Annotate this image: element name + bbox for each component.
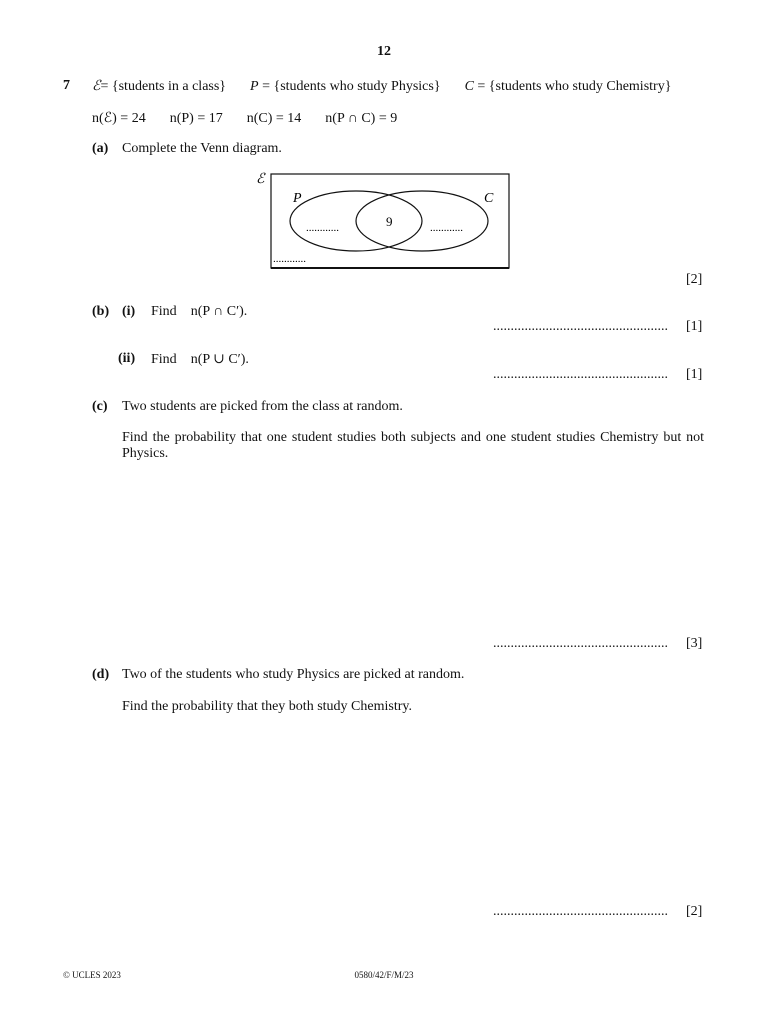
count-c: n(C) = 14 [246,111,302,126]
part-b-ii-expression: n(P ∪ C′). [190,352,249,367]
footer-paper-code: 0580/42/F/M/23 [354,970,414,980]
set-p-definition: = {students who study Physics} [258,79,441,94]
page-number: 12 [377,44,391,59]
part-d-mark: [2] [686,904,703,919]
part-b-ii-label: (ii) [118,351,136,366]
part-b-i-find: Find [151,304,177,319]
venn-diagram [250,168,515,274]
count-universal: n(ℰ) = 24 [92,111,146,126]
part-a-mark: [2] [686,272,703,287]
part-b-ii-find: Find [151,352,177,367]
part-b-ii-mark: [1] [686,367,703,382]
part-b-i-label: (i) [122,304,136,319]
intersection-value: 9 [386,214,393,229]
set-c-symbol: C [464,79,474,94]
footer-copyright: © UCLES 2023 [63,970,121,980]
count-p-and-c: n(P ∩ C) = 9 [325,111,398,126]
part-d-line2: Find the probability that they both study Chemistry. [122,699,412,714]
universal-set-definition: = {students in a class} [100,79,227,94]
part-d-answer-line[interactable]: .................................................. [493,904,668,919]
part-c-mark: [3] [686,636,703,651]
part-b-i-expression: n(P ∩ C′). [190,304,248,319]
set-counts [92,110,397,127]
outside-answer-blank[interactable]: ............ [273,253,306,265]
p-only-answer-blank[interactable]: ............ [306,222,339,234]
count-p: n(P) = 17 [169,111,223,126]
part-c-line1: Two students are picked from the class at random. [122,399,403,414]
part-a-text: Complete the Venn diagram. [122,141,282,156]
part-c-line2: Find the probability that one student studies both subjects and one student studies Chemistry but not Physics. [122,430,704,461]
set-p-symbol: P [250,79,259,94]
set-c-definition: = {students who study Chemistry} [473,79,672,94]
part-b-ii-text [151,351,249,368]
part-d-label: (d) [92,667,110,682]
part-c-answer-line[interactable]: .................................................. [493,636,668,651]
part-c-label: (c) [92,399,108,414]
set-p-label: P [293,191,302,206]
c-only-answer-blank[interactable]: ............ [430,222,463,234]
part-a-label: (a) [92,141,109,156]
set-definitions [92,78,671,95]
part-d-line1: Two of the students who study Physics are picked at random. [122,667,465,682]
set-c-label: C [484,191,494,206]
part-b-ii-answer-line[interactable]: .................................................. [493,367,668,382]
universal-set-label: ℰ [256,172,265,187]
universal-set-symbol: ℰ [92,79,101,94]
part-b-i-text [151,304,247,320]
question-number: 7 [63,78,70,93]
part-b-i-mark: [1] [686,319,703,334]
part-b-i-answer-line[interactable]: .................................................. [493,319,668,334]
part-b-label: (b) [92,304,110,319]
